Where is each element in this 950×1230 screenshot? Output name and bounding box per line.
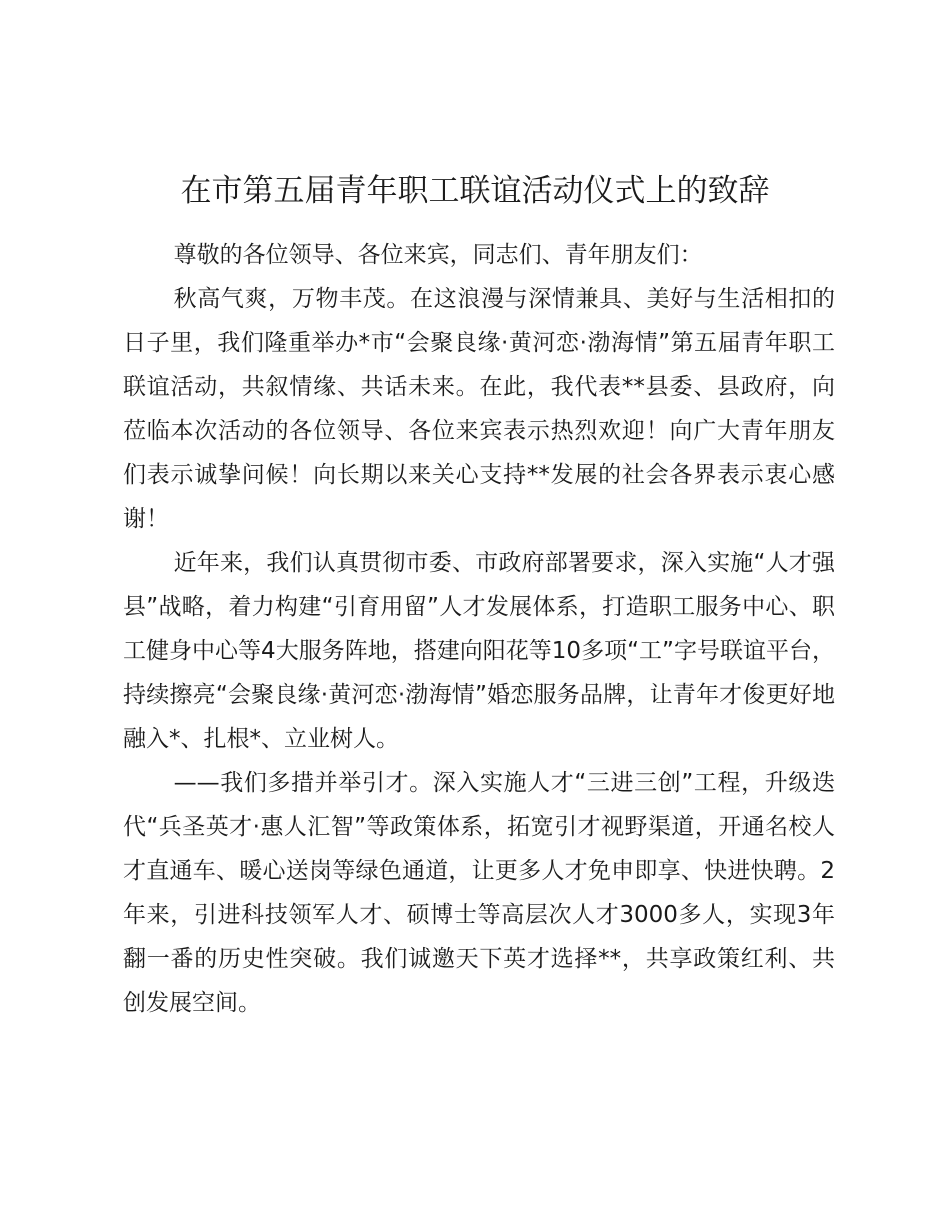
document-body (123, 233, 835, 1025)
paragraph-opening: 秋高气爽，万物丰茂。在这浪漫与深情兼具、美好与生活相扣的日子里，我们隆重举办*市“会聚良缘·黄河恋·渤海情”第五届青年职工联谊活动，共叙情缘、共话未来。在此，我代表**县委、县政府，向莅临本次活动的各位领导、各位来宾表示热烈欢迎！向广大青年朋友们表示诚挚问候！向长期以来关心支持**发展的社会各界表示衷心感谢！ (123, 286, 835, 532)
document-title: 在市第五届青年职工联谊活动仪式上的致辞 (180, 173, 770, 209)
salutation: 尊敬的各位领导、各位来宾，同志们、青年朋友们： (173, 242, 703, 268)
paragraph-talent-strategy: 近年来，我们认真贯彻市委、市政府部署要求，深入实施“人才强县”战略，着力构建“引育用留”人才发展体系，打造职工服务中心、职工健身中心等4大服务阵地，搭建向阳花等10多项“工”字号联谊平台，持续擦亮“会聚良缘·黄河恋·渤海情”婚恋服务品牌，让青年才俊更好地融入*、扎根*、立业树人。 (123, 550, 835, 752)
paragraph-talent-recruitment: ——我们多措并举引才。深入实施人才“三进三创”工程，升级迭代“兵圣英才·惠人汇智”等政策体系，拓宽引才视野渠道，开通名校人才直通车、暖心送岗等绿色通道，让更多人才免申即享、快进快聘。2年来，引进科技领军人才、硕博士等高层次人才3000多人，实现3年翻一番的历史性突破。我们诚邀天下英才选择**，共享政策红利、共创发展空间。 (123, 770, 835, 1016)
